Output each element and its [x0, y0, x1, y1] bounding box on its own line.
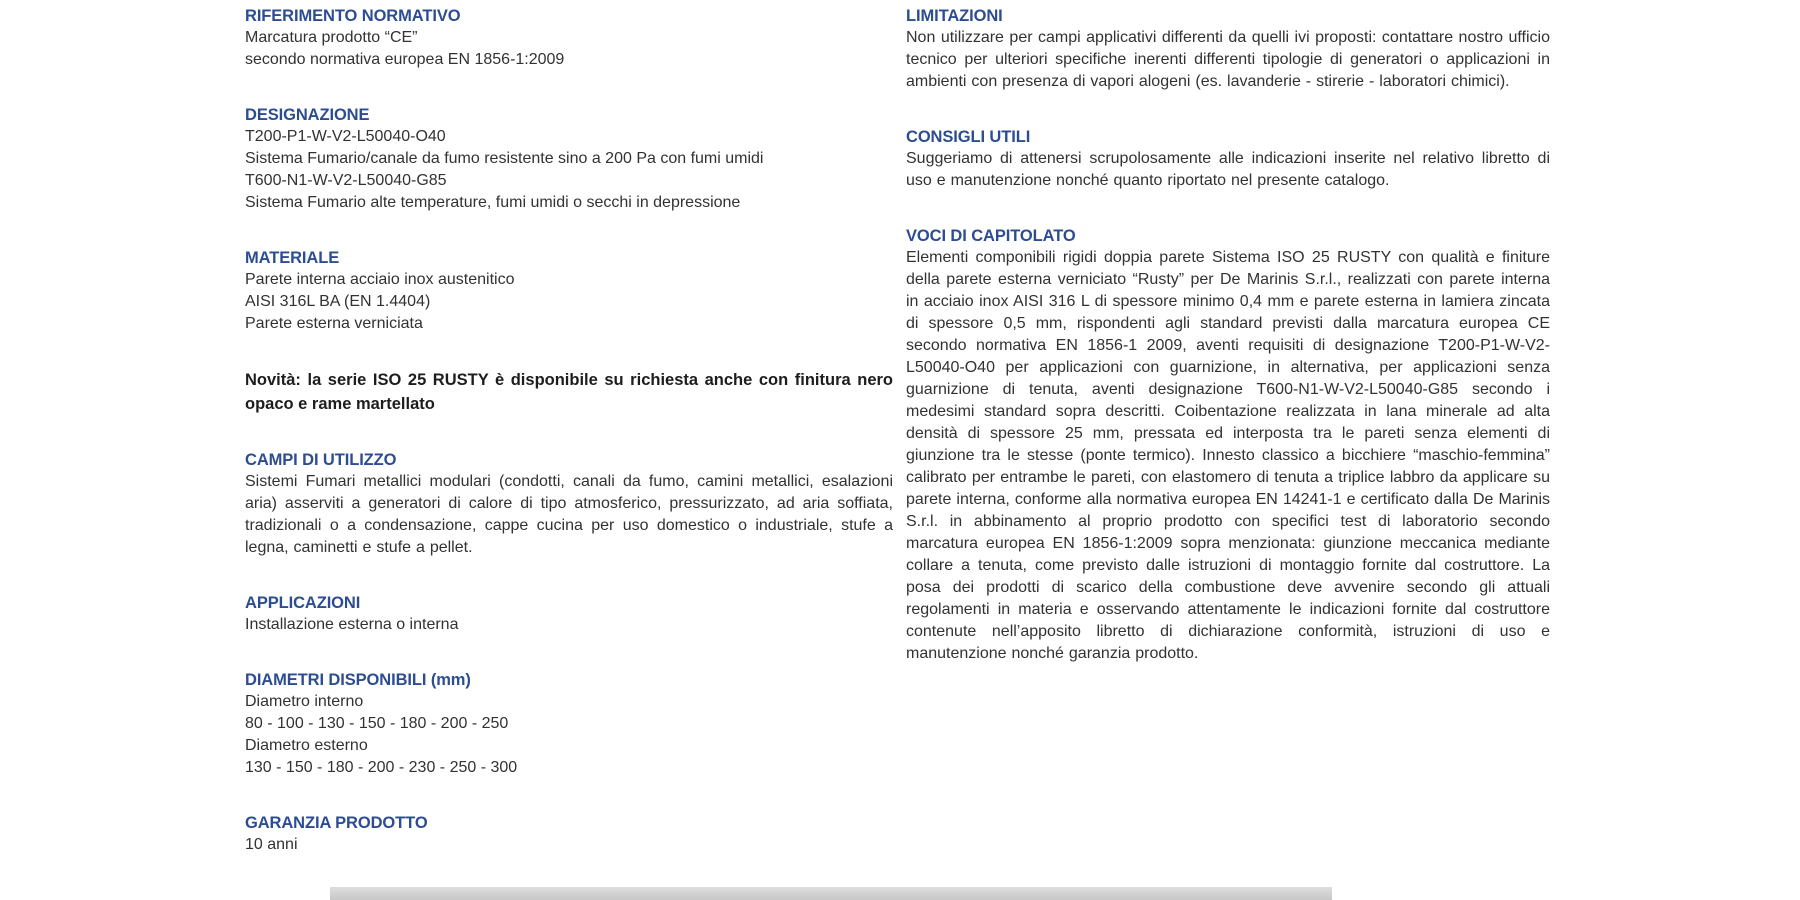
section-materiale	[245, 247, 893, 335]
text-line: secondo normativa europea EN 1856-1:2009	[245, 51, 565, 68]
section-diametri-disponibili	[245, 669, 893, 779]
text-line: Parete interna acciaio inox austenitico	[245, 271, 515, 288]
section-body	[245, 834, 893, 856]
section-campi-di-utilizzo	[245, 449, 893, 559]
text-line: Parete esterna verniciata	[245, 315, 423, 332]
section-paragraph: Sistemi Fumari metallici modulari (condotti, canali da fumo, camini metallici, esalazioni aria) asserviti a generatori di calore di tipo atmosferico, pressurizzato, ad aria soffiata, tradizionali o a condensazione, cappe cucina per uso domestico o industriale, stufe a legna, caminetti e stufe a pellet.	[245, 473, 893, 556]
section-body	[245, 27, 893, 71]
text-line: AISI 316L BA (EN 1.4404)	[245, 293, 431, 310]
section-limitazioni	[906, 5, 1550, 93]
text-line: Sistema Fumario alte temperature, fumi umidi o secchi in depressione	[245, 194, 741, 211]
section-heading: DESIGNAZIONE	[245, 106, 370, 124]
right-column	[906, 5, 1550, 698]
section-body	[245, 614, 893, 636]
section-garanzia-prodotto	[245, 812, 893, 856]
section-voci-di-capitolato	[906, 225, 1550, 665]
text-line: Diametro interno	[245, 693, 364, 710]
text-line: Installazione esterna o interna	[245, 616, 459, 633]
section-heading: GARANZIA PRODOTTO	[245, 814, 428, 832]
section-heading: RIFERIMENTO NORMATIVO	[245, 7, 461, 25]
text-line: Marcatura prodotto “CE”	[245, 29, 418, 46]
novita-note: Novità: la serie ISO 25 RUSTY è disponibile su richiesta anche con finitura nero opaco e rame martellato	[245, 371, 893, 413]
section-heading: DIAMETRI DISPONIBILI (mm)	[245, 671, 471, 689]
section-paragraph: Non utilizzare per campi applicativi differenti da quelli ivi proposti: contattare nostro ufficio tecnico per ulteriori specifiche inerenti differenti tipologie di generatori o applicazioni in ambienti con presenza di vapori alogeni (es. lavanderie - stirerie - laboratori chimici).	[906, 29, 1550, 90]
section-heading: APPLICAZIONI	[245, 594, 361, 612]
section-paragraph: Suggeriamo di attenersi scrupolosamente alle indicazioni inserite nel relativo libretto di uso e manutenzione nonché quanto riportato nel presente catalogo.	[906, 150, 1550, 189]
section-riferimento-normativo	[245, 5, 893, 71]
section-designazione	[245, 104, 893, 214]
text-line: 10 anni	[245, 836, 298, 853]
text-line: T600-N1-W-V2-L50040-G85	[245, 172, 447, 189]
section-heading: VOCI DI CAPITOLATO	[906, 227, 1076, 245]
left-column	[245, 5, 893, 889]
section-paragraph: Elementi componibili rigidi doppia parete Sistema ISO 25 RUSTY con qualità e finiture della parete esterna verniciato “Rusty” per De Marinis S.r.l., realizzati con parete interna in acciaio inox AISI 316 L di spessore minimo 0,4 mm e parete esterna in lamiera zincata di spessore 0,5 mm, rispondenti agli standard previsti dalla marcatura europea CE secondo normativa EN 1856-1 2009, aventi requisiti di designazione T200-P1-W-V2-L50040-O40 per applicazioni con guarnizione, in alternativa, per applicazioni senza guarnizione di tenuta, aventi designazione T600-N1-W-V2-L50040-G85 secondo i medesimi standard sopra descritti. Coibentazione realizzata in lana minerale ad alta densità di spessore 25 mm, pressata ed interposta tra le pareti senza elementi di giunzione tra le stesse (ponte termico). Innesto classico a bicchiere “maschio-femmina” calibrato per entrambe le pareti, con elastomero di tenuta a triplice labbro da applicare su parete interna, conforme alla normativa europea EN 14241-1 e certificato dalla De Marinis S.r.l. in abbinamento al proprio prodotto con specifici test di laboratorio secondo marcatura europea EN 1856-1:2009 sopra menzionata: giunzione meccanica mediante collare a tenuta, come previsto dalle istruzioni di montaggio fornite dal costruttore. La posa dei prodotti di scarico della combustione deve avvenire secondo gli attuali regolamenti in materia e osservando attentamente le indicazioni fornite dal costruttore contenute nell’apposito libretto di dichiarazione conformità, istruzioni di uso e manutenzione nonché garanzia prodotto.	[906, 249, 1550, 662]
section-heading: MATERIALE	[245, 249, 340, 267]
page-edge-bar	[330, 887, 1332, 900]
section-heading: CAMPI DI UTILIZZO	[245, 451, 397, 469]
text-line: T200-P1-W-V2-L50040-O40	[245, 128, 446, 145]
section-body	[245, 691, 893, 779]
section-body	[245, 126, 893, 214]
section-consigli-utili	[906, 126, 1550, 192]
text-line: Diametro esterno	[245, 737, 368, 754]
section-body	[245, 269, 893, 335]
text-line: 80 - 100 - 130 - 150 - 180 - 200 - 250	[245, 715, 509, 732]
section-heading: CONSIGLI UTILI	[906, 128, 1031, 146]
section-heading: LIMITAZIONI	[906, 7, 1003, 25]
text-line: Sistema Fumario/canale da fumo resistente sino a 200 Pa con fumi umidi	[245, 150, 764, 167]
section-applicazioni	[245, 592, 893, 636]
text-line: 130 - 150 - 180 - 200 - 230 - 250 - 300	[245, 759, 518, 776]
